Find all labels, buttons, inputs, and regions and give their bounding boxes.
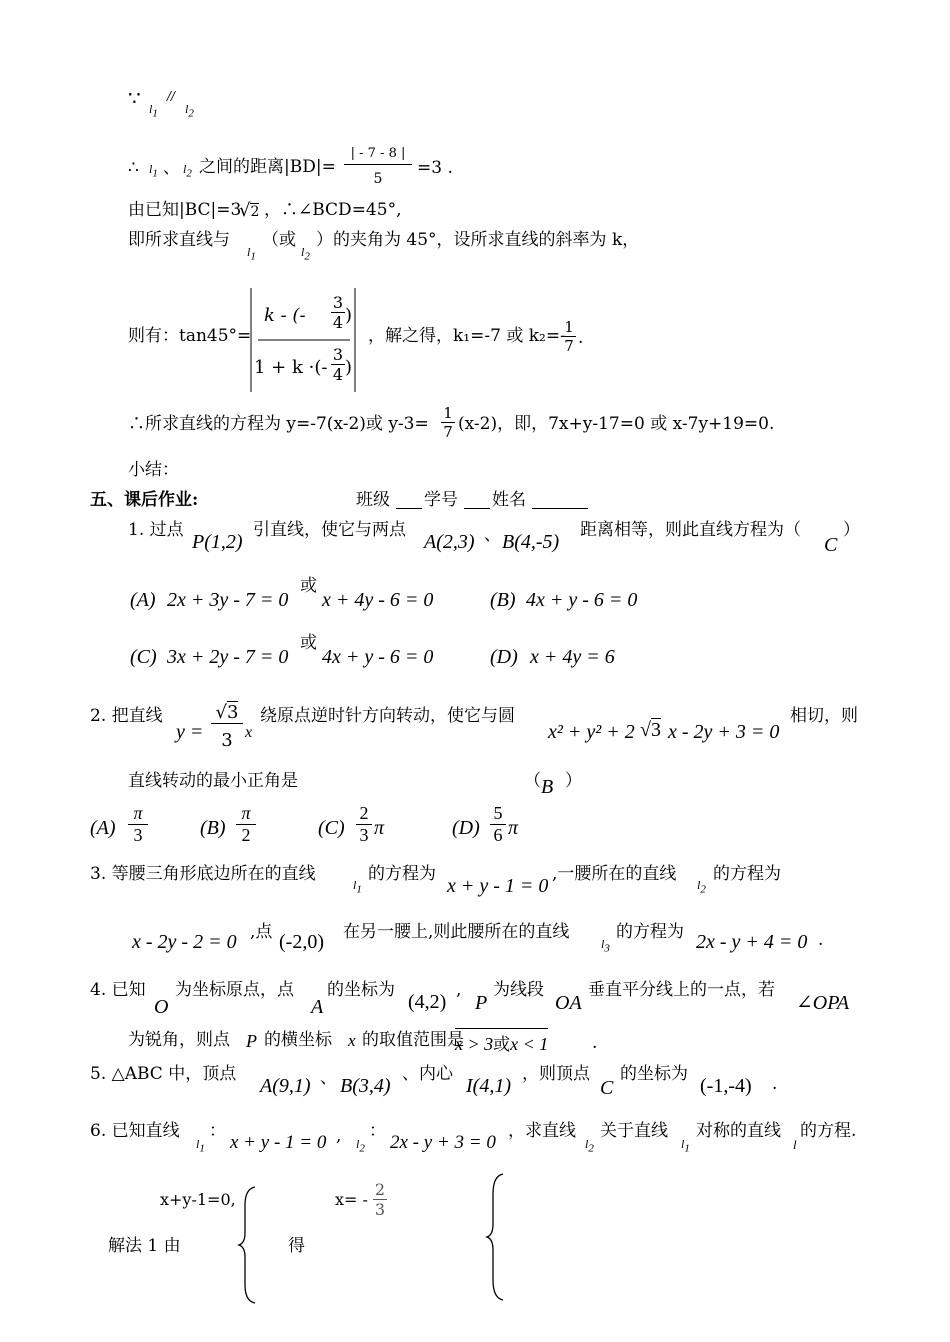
q5-answer: (-1,-4) bbox=[700, 1075, 752, 1097]
q3-answer: 2x - y + 4 = 0 bbox=[696, 931, 808, 953]
line-l2: $l_2$ bbox=[697, 878, 706, 896]
option-c-label: (C) bbox=[130, 646, 157, 668]
point-o: O bbox=[154, 996, 169, 1018]
colon: ： bbox=[369, 1121, 386, 1141]
q5-text: ，则顶点 bbox=[522, 1064, 590, 1084]
q6-eq1: x + y - 1 = 0 bbox=[230, 1132, 327, 1153]
q6-text: ，求直线 bbox=[508, 1121, 576, 1141]
distance-result: =3 . bbox=[417, 158, 453, 178]
q4-text: 4. 已知 bbox=[90, 980, 146, 1000]
q4-text: 的取值范围是 bbox=[362, 1030, 464, 1050]
q4-text: 垂直平分线上的一点，若 bbox=[588, 980, 775, 1000]
class-blank bbox=[396, 508, 422, 509]
q2-paren-open: （ bbox=[524, 771, 541, 791]
q6-eq2: 2x - y + 3 = 0 bbox=[390, 1132, 496, 1153]
q2-answer: B bbox=[541, 776, 554, 798]
q4-end: . bbox=[592, 1033, 598, 1053]
q3-text: 的方程为 bbox=[616, 922, 684, 942]
line-l2: $l_2$ bbox=[356, 1137, 365, 1155]
solve-text: ，解之得，k₁=-7 或 k₂=- bbox=[368, 326, 566, 346]
line-l2: $l_2$ bbox=[185, 102, 194, 120]
fraction-1-7: 1 7 bbox=[441, 404, 455, 441]
system-eq: x+y-1=0, bbox=[160, 1190, 236, 1209]
tan-numerator: k - (- bbox=[264, 305, 306, 326]
q1-text: 距离相等，则此直线方程为（ bbox=[580, 520, 801, 540]
q2-text: 直线转动的最小正角是 bbox=[128, 771, 298, 791]
line-l1: $l_1$ bbox=[149, 102, 158, 120]
distance-fraction: | - 7 - 8 | 5 bbox=[344, 146, 412, 187]
point-p: P(1,2) bbox=[192, 531, 243, 553]
q2-option-b-label: (B) bbox=[200, 817, 226, 839]
q3-end: . bbox=[818, 930, 824, 950]
tan-denominator: 1 + k ·(- bbox=[254, 357, 328, 378]
left-brace-icon bbox=[485, 1172, 509, 1302]
q2-text: 绕原点逆时针方向转动，使它与圆 bbox=[260, 706, 515, 726]
known-text: 由已知|BC|=3 bbox=[128, 200, 242, 220]
name-label: 姓名 bbox=[492, 490, 526, 510]
line-l3: $l_3$ bbox=[601, 937, 610, 955]
separator: 、 bbox=[320, 1068, 337, 1088]
q3-text: 的方程为 bbox=[713, 864, 781, 884]
sqrt-2: √2 bbox=[239, 200, 260, 221]
angle-line-text: 即所求直线与 bbox=[128, 230, 230, 250]
circle-eq-b: x - 2y + 3 = 0 bbox=[668, 721, 780, 743]
pi-over-3: π 3 bbox=[128, 803, 148, 846]
point-i: I(4,1) bbox=[466, 1075, 511, 1097]
q5-text: 的坐标为 bbox=[620, 1064, 688, 1084]
q3-eq1: x + y - 1 = 0 bbox=[447, 875, 549, 897]
id-label: 学号 bbox=[424, 490, 458, 510]
period: . bbox=[578, 328, 584, 348]
option-c-eq2: 4x + y - 6 = 0 bbox=[322, 646, 434, 668]
angle-opa: ∠OPA bbox=[796, 992, 850, 1014]
q1-answer: C bbox=[824, 534, 838, 556]
five-sixths: 5 6 bbox=[490, 803, 506, 846]
coord-a: (4,2) bbox=[408, 991, 447, 1013]
line-l1: $l_1$ bbox=[247, 245, 256, 263]
q3-text: ,一腰所在的直线 bbox=[552, 864, 677, 884]
segment-oa: OA bbox=[555, 992, 582, 1014]
option-a-eq1: 2x + 3y - 7 = 0 bbox=[167, 589, 289, 611]
name-blank bbox=[532, 508, 588, 509]
q4-text: 的横坐标 bbox=[264, 1030, 332, 1050]
circle-sqrt3: √3 bbox=[640, 719, 661, 741]
point-p: P bbox=[475, 992, 488, 1014]
id-blank bbox=[464, 508, 490, 509]
comma: , bbox=[336, 1126, 342, 1146]
therefore-symbol: ∴ bbox=[128, 158, 139, 178]
pi-symbol: π bbox=[508, 817, 519, 839]
option-d-eq: x + 4y = 6 bbox=[530, 646, 615, 668]
q2-option-a-label: (A) bbox=[90, 817, 116, 839]
angle-line-text: ）的夹角为 45°，设所求直线的斜率为 k， bbox=[316, 230, 640, 250]
parallel-symbol: // bbox=[167, 89, 176, 103]
distance-text: 之间的距离|BD|= bbox=[199, 157, 336, 177]
q6-text: 的方程. bbox=[800, 1121, 857, 1141]
q3-text: 的方程为 bbox=[368, 864, 436, 884]
point-p: P bbox=[246, 1031, 257, 1051]
q5-text: 、内心 bbox=[402, 1064, 453, 1084]
line-l: l bbox=[793, 1137, 797, 1152]
option-b-label: (B) bbox=[490, 589, 516, 611]
point-b: B(4,-5) bbox=[502, 531, 560, 553]
q3-text: 在另一腰上,则此腰所在的直线 bbox=[343, 922, 570, 942]
line-l1: $l_1$ bbox=[196, 1137, 205, 1155]
option-d-label: (D) bbox=[490, 646, 518, 668]
q1-text: 引直线，使它与两点 bbox=[253, 520, 406, 540]
q3-text: 3. 等腰三角形底边所在的直线 bbox=[90, 864, 316, 884]
x-value: x= - bbox=[335, 1190, 368, 1209]
fraction-3-4: 3 4 bbox=[332, 293, 344, 332]
fraction-2-3: 2 3 bbox=[374, 1180, 386, 1219]
q6-text: 关于直线 bbox=[600, 1121, 668, 1141]
summary-label: 小结： bbox=[128, 460, 179, 480]
q4-text: 的坐标为 bbox=[327, 980, 395, 1000]
q6-text: 6. 已知直线 bbox=[90, 1121, 180, 1141]
q1-text: 1. 过点 bbox=[128, 520, 184, 540]
point-a: A(2,3) bbox=[424, 531, 475, 553]
sqrt3-over-3: √3 3 bbox=[211, 702, 243, 751]
q1-close: ） bbox=[843, 520, 860, 540]
line-l1: $l_1$ bbox=[353, 878, 362, 896]
q2-text: 2. 把直线 bbox=[90, 706, 163, 726]
then-have-text: 则有：tan45°= bbox=[128, 326, 252, 346]
line-l1: $l_1$ bbox=[149, 162, 158, 180]
or-text: 或 bbox=[300, 576, 317, 596]
point-b: B(3,4) bbox=[340, 1075, 391, 1097]
q3-text: ,点 bbox=[250, 922, 273, 942]
option-a-eq2: x + 4y - 6 = 0 bbox=[322, 589, 434, 611]
q2-text: 相切，则 bbox=[790, 706, 858, 726]
point-c: C bbox=[600, 1077, 614, 1099]
separator: 、 bbox=[163, 158, 180, 178]
line-l1: $l_1$ bbox=[681, 1137, 690, 1155]
q4-text: 为坐标原点，点 bbox=[175, 980, 294, 1000]
pi-over-2: π 2 bbox=[236, 803, 256, 846]
q4-text: 为线段 bbox=[493, 980, 544, 1000]
q3-point: (-2,0) bbox=[279, 931, 324, 953]
q2-option-d-label: (D) bbox=[452, 817, 480, 839]
q4-answer: x > 3或x < 1 bbox=[455, 1028, 548, 1054]
point-a: A(9,1) bbox=[260, 1075, 311, 1097]
q6-text: 对称的直线 bbox=[696, 1121, 781, 1141]
fraction-3-4: 3 4 bbox=[332, 345, 344, 384]
q3-eq2: x - 2y - 2 = 0 bbox=[132, 931, 237, 953]
line-l2: $l_2$ bbox=[301, 245, 310, 263]
solution-label: 解法 1 由 bbox=[108, 1236, 181, 1256]
point-a: A bbox=[311, 996, 324, 1018]
angle-text: ，∴∠BCD=45°, bbox=[264, 200, 402, 220]
line-l2: $l_2$ bbox=[183, 162, 192, 180]
equation-text: ∴所求直线的方程为 y=-7(x-2)或 y-3= bbox=[128, 414, 429, 434]
circle-eq-a: x² + y² + 2 bbox=[548, 721, 635, 743]
colon: ： bbox=[209, 1121, 226, 1141]
close-paren: ) bbox=[345, 305, 353, 326]
close-paren: ) bbox=[345, 357, 353, 378]
option-c-eq1: 3x + 2y - 7 = 0 bbox=[167, 646, 289, 668]
q2-option-c-label: (C) bbox=[318, 817, 345, 839]
option-a-label: (A) bbox=[130, 589, 156, 611]
de-text: 得 bbox=[288, 1236, 305, 1256]
or-text: 或 bbox=[300, 633, 317, 653]
q4-text: 为锐角，则点 bbox=[128, 1030, 230, 1050]
class-label: 班级 bbox=[356, 490, 390, 510]
line-l2: $l_2$ bbox=[585, 1137, 594, 1155]
two-thirds: 2 3 bbox=[356, 803, 372, 846]
pi-symbol: π bbox=[374, 817, 385, 839]
angle-line-text: （或 bbox=[262, 230, 296, 250]
because-symbol: ∵ bbox=[128, 86, 141, 110]
comma: , bbox=[456, 980, 462, 1000]
option-b-eq: 4x + y - 6 = 0 bbox=[526, 589, 638, 611]
q5-end: . bbox=[772, 1074, 778, 1094]
homework-heading: 五、课后作业: bbox=[90, 490, 199, 510]
q2-paren-close: ） bbox=[565, 771, 582, 791]
y-equals: y = bbox=[176, 721, 204, 743]
q5-text: 5. △ABC 中，顶点 bbox=[90, 1064, 237, 1084]
x-var: x bbox=[245, 724, 253, 741]
equation-text: (x-2)，即，7x+y-17=0 或 x-7y+19=0. bbox=[458, 414, 775, 434]
x-var: x bbox=[348, 1031, 356, 1050]
separator: 、 bbox=[484, 525, 501, 545]
fraction-1-7: 1 7 bbox=[562, 318, 576, 355]
left-brace-icon bbox=[237, 1185, 261, 1305]
